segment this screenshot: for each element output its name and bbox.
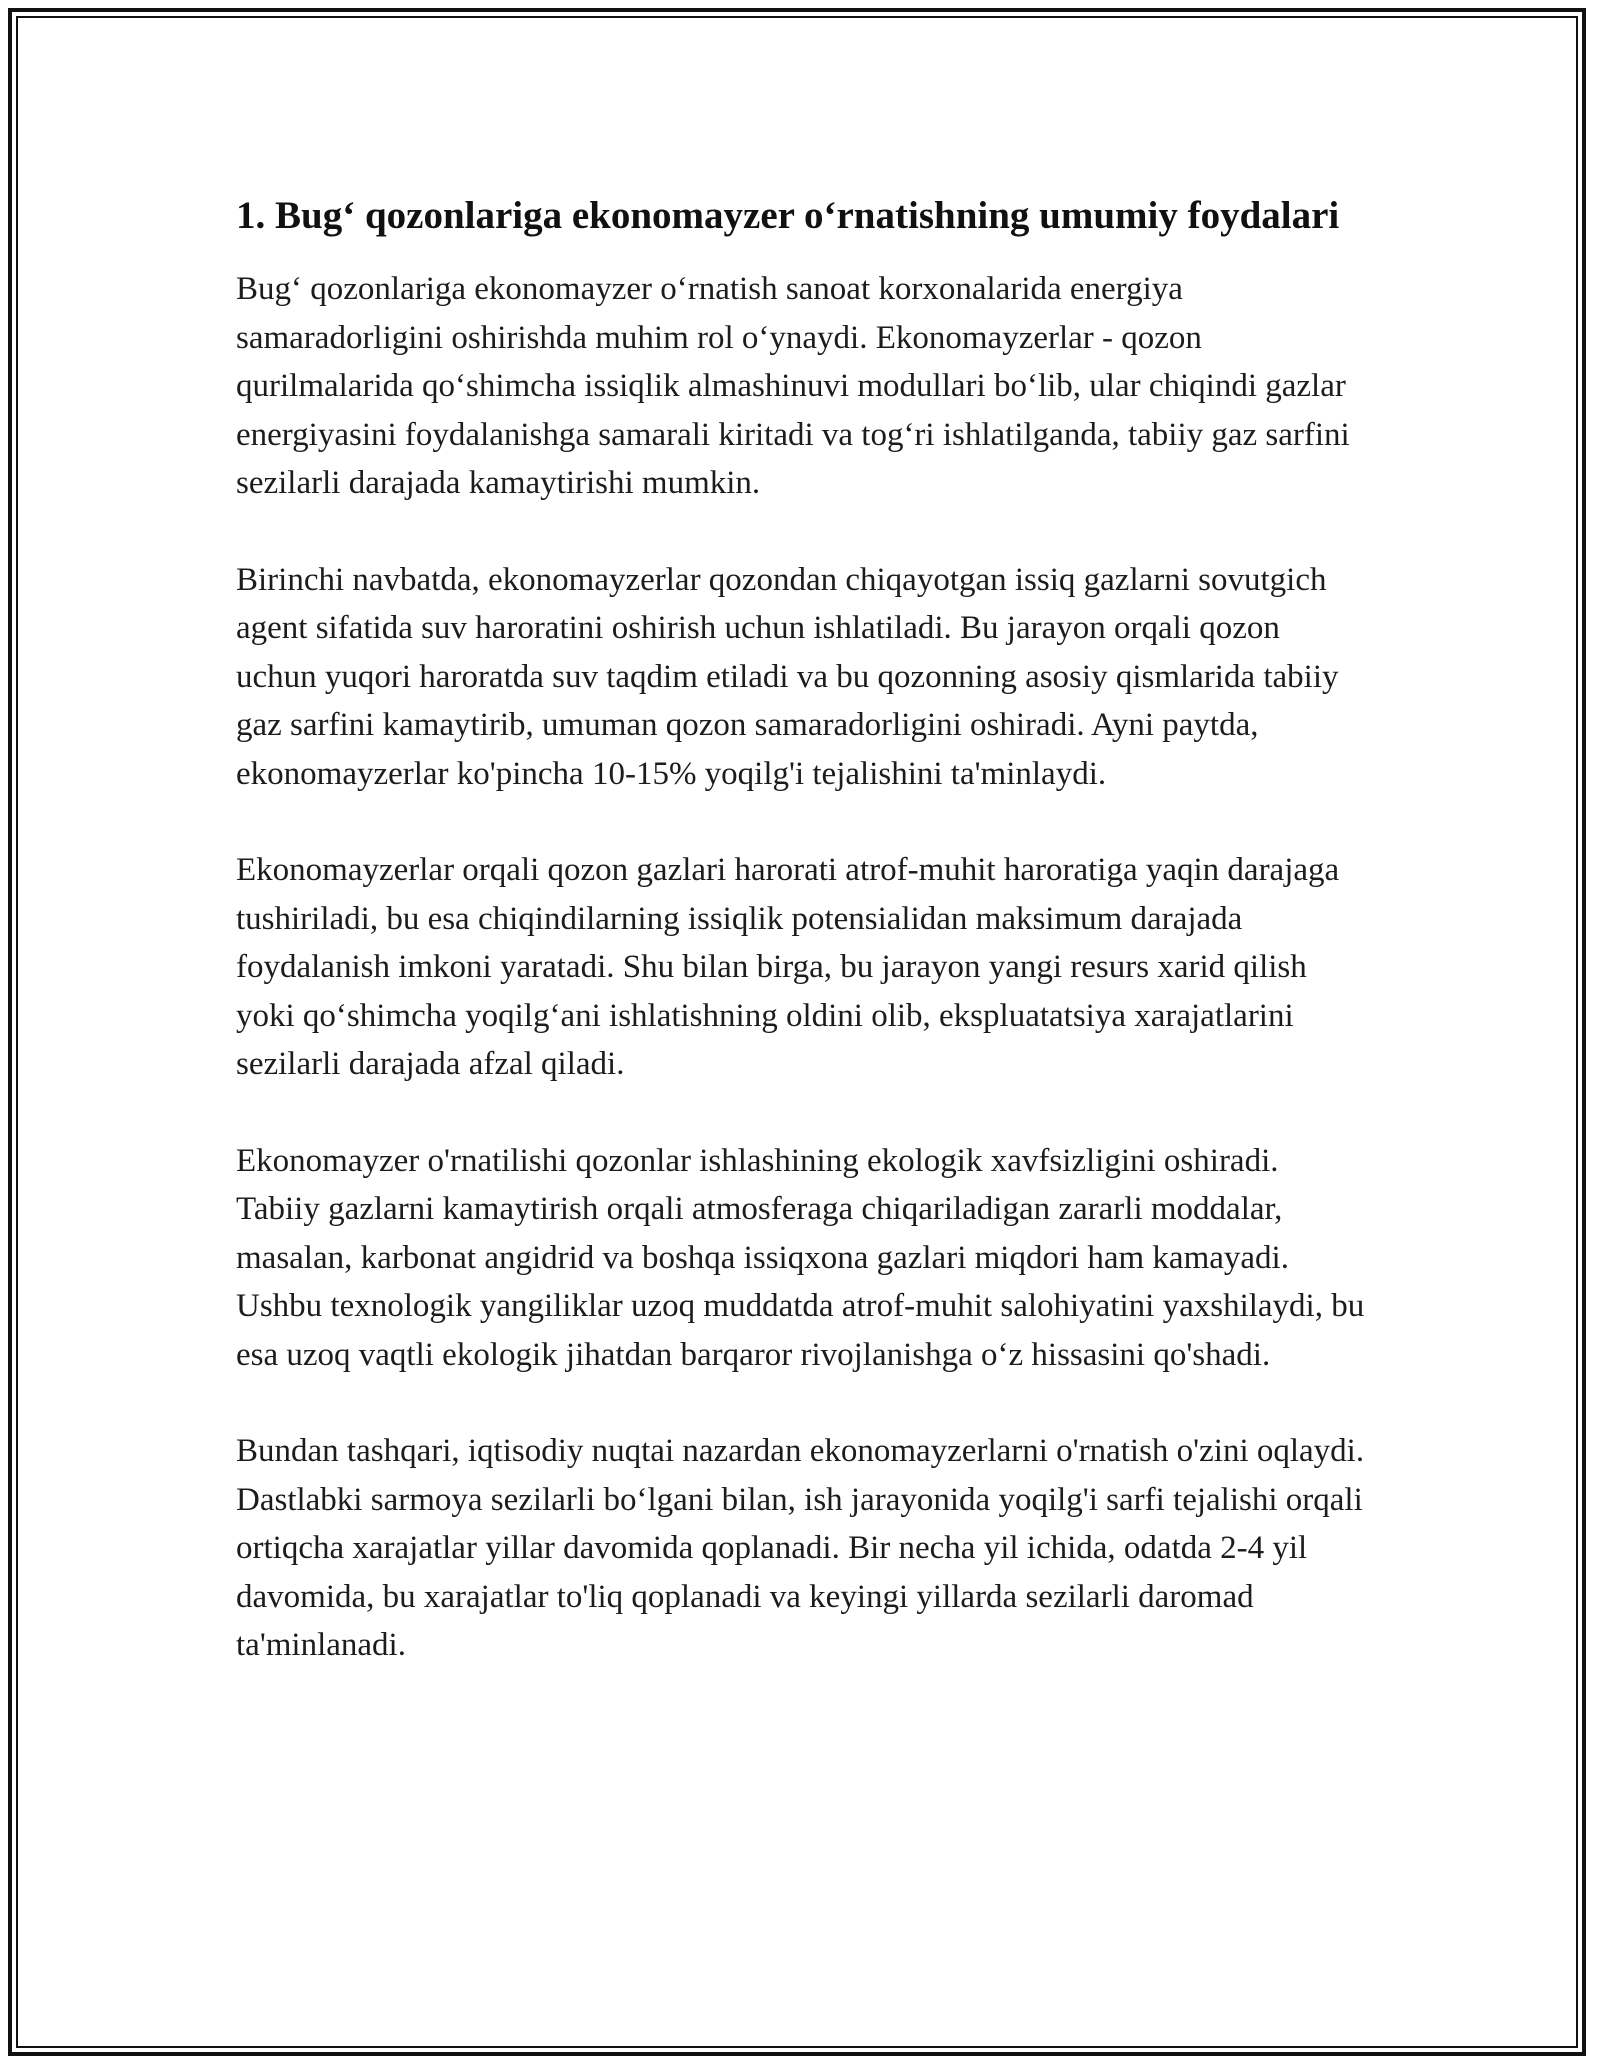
paragraph-3: Ekonomayzerlar orqali qozon gazlari harorati atrof-muhit haroratiga yaqin darajaga tushiriladi, bu esa chiqindilarning issiqlik potensialidan maksimum darajada foydalanish imkoni yaratadi. Shu bilan birga, bu jarayon yangi resurs xarid qilish yoki qo‘shimcha yoqilg‘ani ishlatishning oldini olib, ekspluatatsiya xarajatlarini sezilarli darajada afzal qiladi.: [236, 852, 1340, 1082]
paragraph-5: Bundan tashqari, iqtisodiy nuqtai nazardan ekonomayzerlarni o'rnatish o'zini oqlaydi. Dastlabki sarmoya sezilarli bo‘lgani bilan, ish jarayonida yoqilg'i sarfi tejalishi orqali ortiqcha xarajatlar yillar davomida qoplanadi. Bir necha yil ichida, odatda 2-4 yil davomida, bu xarajatlar to'liq qoplanadi va keyingi yillarda sezilarli daromad ta'minlanadi.: [236, 1433, 1365, 1663]
paragraph-1: Bug‘ qozonlariga ekonomayzer o‘rnatish sanoat korxonalarida energiya samaradorligini oshirishda muhim rol o‘ynaydi. Ekonomayzerlar - qozon qurilmalarida qo‘shimcha issiqlik almashinuvi modullari bo‘lib, ular chiqindi gazlar energiyasini foydalanishga samarali kiritadi va tog‘ri ishlatilganda, tabiiy gaz sarfini sezilarli darajada kamaytirishi mumkin.: [236, 271, 1350, 501]
document-body: [236, 188, 1366, 1718]
paragraph-4: Ekonomayzer o'rnatilishi qozonlar ishlashining ekologik xavfsizligini oshiradi. Tabiiy gazlarni kamaytirish orqali atmosferaga chiqariladigan zararli moddalar, masalan, karbonat angidrid va boshqa issiqxona gazlari miqdori ham kamayadi. Ushbu texnologik yangiliklar uzoq muddatda atrof-muhit salohiyatini yaxshilaydi, bu esa uzoq vaqtli ekologik jihatdan barqaror rivojlanishga o‘z hissasini qo'shadi.: [236, 1142, 1365, 1373]
paragraph-2: Birinchi navbatda, ekonomayzerlar qozondan chiqayotgan issiq gazlarni sovutgich agent sifatida suv haroratini oshirish uchun ishlatiladi. Bu jarayon orqali qozon uchun yuqori haroratda suv taqdim etiladi va bu qozonning asosiy qismlarida tabiiy gaz sarfini kamaytirib, umuman qozon samaradorligini oshiradi. Ayni paytda, ekonomayzerlar ko'pincha 10-15% yoqilg'i tejalishini ta'minlaydi.: [236, 561, 1339, 792]
section-heading: 1. Bug‘ qozonlariga ekonomayzer o‘rnatishning umumiy foydalari: [236, 194, 1340, 237]
